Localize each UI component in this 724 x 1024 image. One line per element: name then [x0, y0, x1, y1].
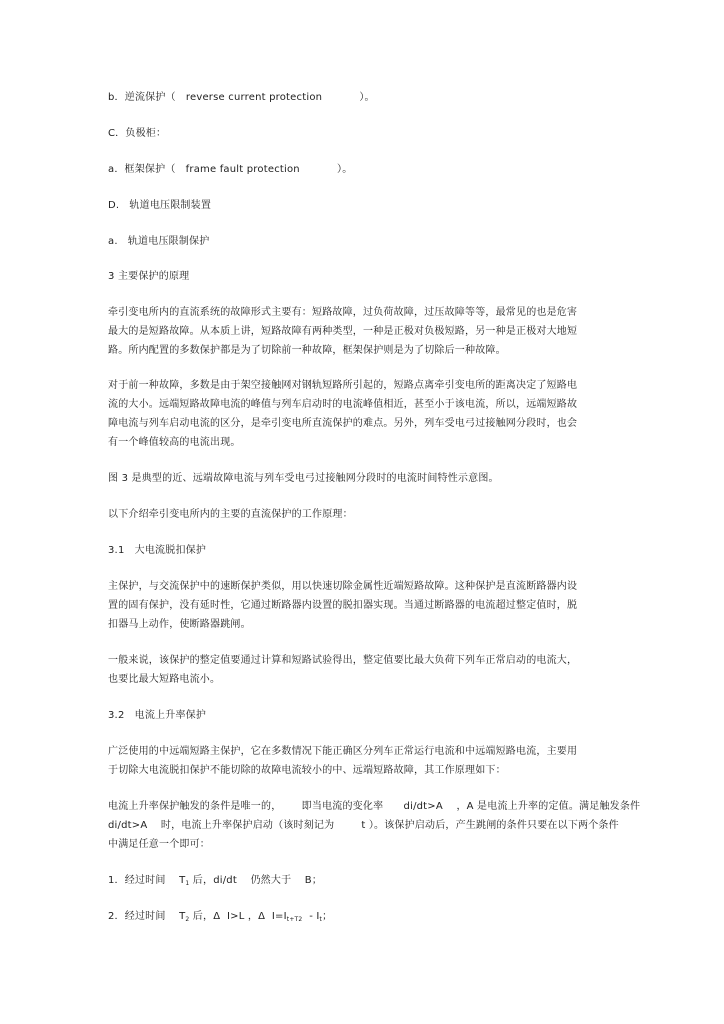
paragraph-line: 中满足任意一个即可： [108, 839, 210, 850]
paragraph-line: 也要比最大短路电流小。 [108, 674, 221, 685]
paragraph-line: 对于前一种故障，多数是由于架空接触网对钢轨短路所引起的，短路点离牵引变电所的距离决定了短路电 [108, 380, 578, 391]
text-line-track-voltage-device: D. 轨道电压限制装置 [108, 200, 212, 211]
subscript: 1 [185, 880, 190, 887]
condition-line-2 [108, 911, 332, 926]
text-line-reverse-current: b．逆流保护（ reverse current protection ）。 [108, 92, 375, 103]
subscript: t+T2 [286, 916, 303, 923]
paragraph-line: 一般来说，该保护的整定值要通过计算和短路试验得出，整定值要比最大负荷下列车正常启动的电流大， [108, 655, 578, 666]
paragraph-line: 牵引变电所内的直流系统的故障形式主要有：短路故障，过负荷故障，过压故障等等，最常见的也是危害 [108, 307, 578, 318]
condition-text: 2．经过时间 T [108, 911, 186, 922]
text-line-negative-cabinet: C．负极柜： [108, 128, 167, 139]
paragraph-line: di/dt>A 时，电流上升率保护启动（该时刻记为 t ）。该保护启动后，产生跳闸的条件只要在以下两个条件 [108, 820, 619, 831]
condition-text: ； [322, 911, 333, 922]
condition-text: 后，Δ I>L ，Δ I=I [189, 911, 287, 922]
section-heading-3: 3 主要保护的原理 [108, 271, 190, 282]
text-line-frame-fault: a．框架保护（ frame fault protection ）。 [108, 164, 353, 175]
condition-text: 后，di/dt 仍然大于 B； [189, 875, 323, 886]
paragraph-line: 置的固有保护，没有延时性，它通过断路器内设置的脱扣器实现。当通过断路器的电流超过整定值时，脱 [108, 600, 578, 611]
paragraph-line: 于切除大电流脱扣保护不能切除的故障电流较小的中、远端短路故障，其工作原理如下： [108, 765, 506, 776]
subscript: 2 [185, 916, 190, 923]
paragraph-line: 最大的是短路故障。从本质上讲，短路故障有两种类型，一种是正极对负极短路，另一种是正极对大地短 [108, 326, 578, 337]
paragraph-line: 扣器马上动作，使断路器跳闸。 [108, 619, 251, 630]
section-heading-3-1: 3.1 大电流脱扣保护 [108, 545, 207, 556]
condition-line-1 [108, 875, 322, 890]
paragraph-line: 广泛使用的中远端短路主保护，它在多数情况下能正确区分列车正常运行电流和中远端短路电流，主要用 [108, 746, 578, 757]
paragraph-line: 有一个峰值较高的电流出现。 [108, 437, 241, 448]
subscript: t [319, 916, 323, 923]
paragraph-line: 流的大小。远端短路故障电流的峰值与列车启动时的电流峰值相近，甚至小于该电流，所以，远端短路故 [108, 399, 578, 410]
paragraph-line: 主保护，与交流保护中的速断保护类似，用以快速切除金属性近端短路故障。这种保护是直流断路器内设 [108, 581, 578, 592]
text-line-track-voltage-protection: a. 轨道电压限制保护 [108, 236, 210, 247]
paragraph-line: 路。所内配置的多数保护都是为了切除前一种故障，框架保护则是为了切除后一种故障。 [108, 345, 506, 356]
condition-text: - I [302, 911, 320, 922]
figure-reference-line: 图 3 是典型的近、远端故障电流与列车受电弓过接触网分段时的电流时间特性示意图。 [108, 473, 499, 484]
section-heading-3-2: 3.2 电流上升率保护 [108, 710, 207, 721]
paragraph-line: 电流上升率保护触发的条件是唯一的， 即当电流的变化率 di/dt>A ，A 是电流上升率的定值。满足触发条件 [108, 801, 641, 812]
paragraph-line: 以下介绍牵引变电所内的主要的直流保护的工作原理： [108, 509, 353, 520]
condition-text: 1．经过时间 T [108, 875, 186, 886]
paragraph-line: 障电流与列车启动电流的区分，是牵引变电所直流保护的难点。另外，列车受电弓过接触网分段时，也会 [108, 418, 578, 429]
